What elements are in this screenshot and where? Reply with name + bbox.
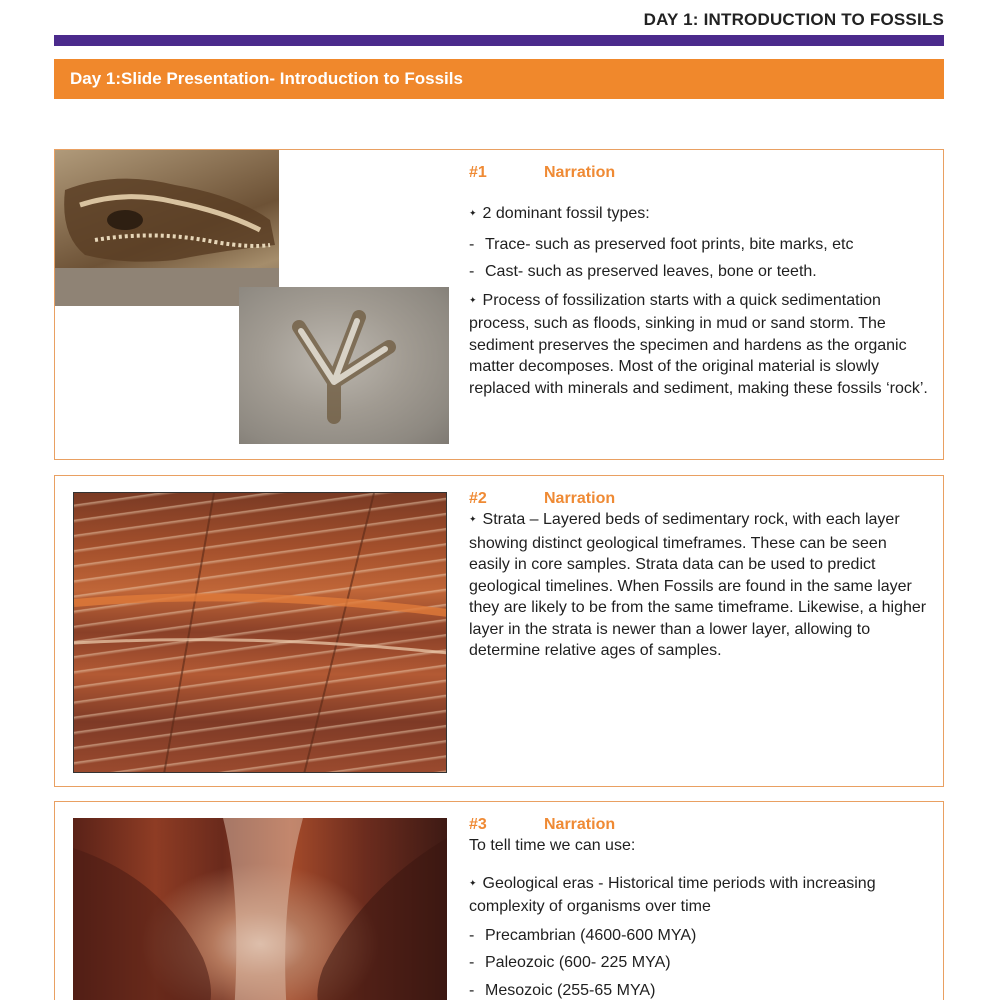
intro-line: To tell time we can use: [469, 837, 636, 854]
running-header: DAY 1: INTRODUCTION TO FOSSILS [643, 10, 944, 29]
bullet-item: ✦ 2 dominant fossil types: [469, 203, 929, 227]
slide-card-3 [54, 801, 944, 1000]
slide-number: #3 [469, 816, 487, 833]
section-title: Day 1:Slide Presentation- Introduction to Fossils [54, 59, 944, 99]
narration-text [469, 835, 929, 1000]
narration-text [469, 509, 929, 662]
rock-strata-image [73, 492, 447, 773]
dash-item: - Precambrian (4600-600 MYA) [469, 925, 929, 947]
bullet-item: ✦ Geological eras - Historical time periods with increasing complexity of organisms over time [469, 873, 929, 918]
slide-card-2 [54, 475, 944, 787]
slide-label: Narration [544, 816, 616, 833]
slide-number: #1 [469, 164, 487, 181]
slide-number: #2 [469, 490, 487, 507]
header-rule [54, 35, 944, 46]
dash-item: - Mesozoic (255-65 MYA) [469, 980, 929, 1000]
fossil-footprint-image [239, 287, 449, 444]
bullet-item: ✦ Strata – Layered beds of sedimentary rock, with each layer showing distinct geological timeframes. These can be seen easily in core samples. Strata data can be used to predict geological timelines. When Fossils are found in the same layer they are likely to be from the same timeframe. Likewise, a higher layer in the strata is newer than a lower layer, allowing to determine relative ages of samples. [469, 509, 929, 662]
narration-text [469, 203, 929, 399]
dash-item: - Cast- such as preserved leaves, bone or teeth. [469, 261, 929, 283]
slot-canyon-image [73, 818, 447, 1000]
slide-label: Narration [544, 490, 616, 507]
dinosaur-skull-image [55, 150, 279, 306]
slide-card-1 [54, 149, 944, 460]
dash-item: - Trace- such as preserved foot prints, bite marks, etc [469, 234, 929, 256]
slide-label: Narration [544, 164, 616, 181]
bullet-item: ✦ Process of fossilization starts with a quick sedimentation process, such as floods, sinking in mud or sand storm. The sediment preserves the specimen and hardens as the organic matter decomposes. Most of the original material is slowly replaced with minerals and sediment, making these fossils ‘rock’. [469, 290, 929, 400]
dash-item: - Paleozoic (600- 225 MYA) [469, 952, 929, 974]
